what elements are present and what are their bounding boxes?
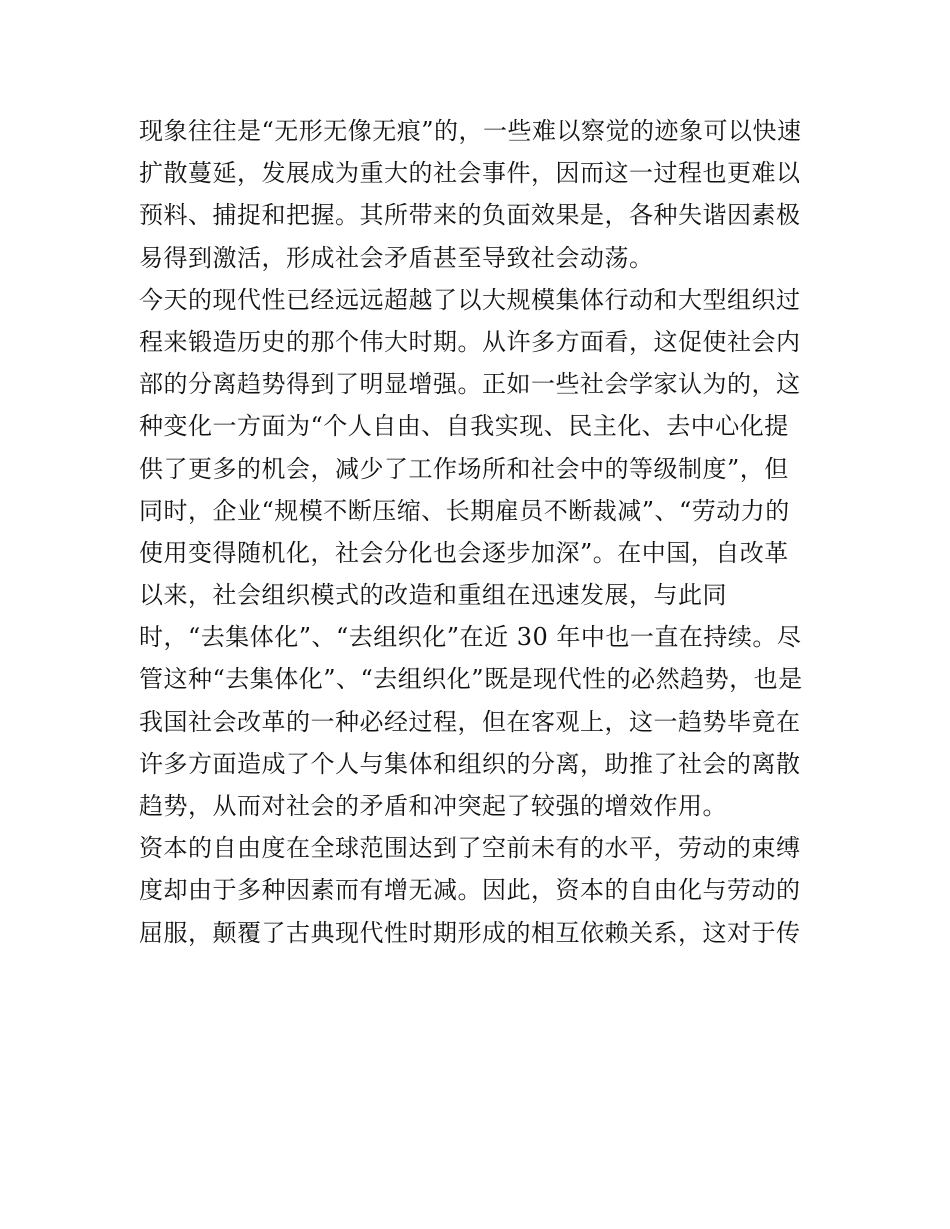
- text-line: 时，“去集体化”、“去组织化”在近 30 年中也一直在持续。尽: [139, 623, 802, 652]
- text-line: 易得到激活，形成社会矛盾甚至导致社会动荡。: [139, 243, 654, 272]
- text-line: 种变化一方面为“个人自由、自我实现、民主化、去中心化提: [139, 412, 789, 441]
- text-line: 今天的现代性已经远远超越了以大规模集体行动和大型组织过: [139, 285, 801, 314]
- text-line: 以来，社会组织模式的改造和重组在迅速发展，与此同: [139, 581, 727, 610]
- text-line: 程来锻造历史的那个伟大时期。从许多方面看，这促使社会内: [139, 327, 801, 356]
- text-line: 管这种“去集体化”、“去组织化”既是现代性的必然趋势，也是: [139, 665, 803, 694]
- text-line: 同时，企业“规模不断压缩、长期雇员不断裁减”、“劳动力的: [139, 496, 790, 525]
- text-line: 供了更多的机会，减少了工作场所和社会中的等级制度”，但: [139, 454, 789, 483]
- text-line: 预料、捕捉和把握。其所带来的负面效果是，各种失谐因素极: [139, 201, 801, 230]
- text-line: 扩散蔓延，发展成为重大的社会事件，因而这一过程也更难以: [139, 159, 801, 188]
- text-line: 现象往往是“无形无像无痕”的，一些难以察觉的迹象可以快速: [139, 117, 802, 145]
- text-line: 部的分离趋势得到了明显增强。正如一些社会学家认为的，这: [139, 370, 801, 399]
- text-line: 我国社会改革的一种必经过程，但在客观上，这一趋势毕竟在: [139, 707, 801, 736]
- text-line: 屈服，颠覆了古典现代性时期形成的相互依赖关系，这对于传: [139, 918, 801, 947]
- text-line: 使用变得随机化，社会分化也会逐步加深”。在中国，自改革: [139, 538, 789, 567]
- text-line: 趋势，从而对社会的矛盾和冲突起了较强的增效作用。: [139, 792, 727, 820]
- text-line: 资本的自由度在全球范围达到了空前未有的水平，劳动的束缚: [139, 834, 801, 863]
- text-line: 度却由于多种因素而有增无减。因此，资本的自由化与劳动的: [139, 876, 801, 905]
- document-body: [139, 110, 819, 954]
- text-line: 许多方面造成了个人与集体和组织的分离，助推了社会的离散: [139, 749, 801, 778]
